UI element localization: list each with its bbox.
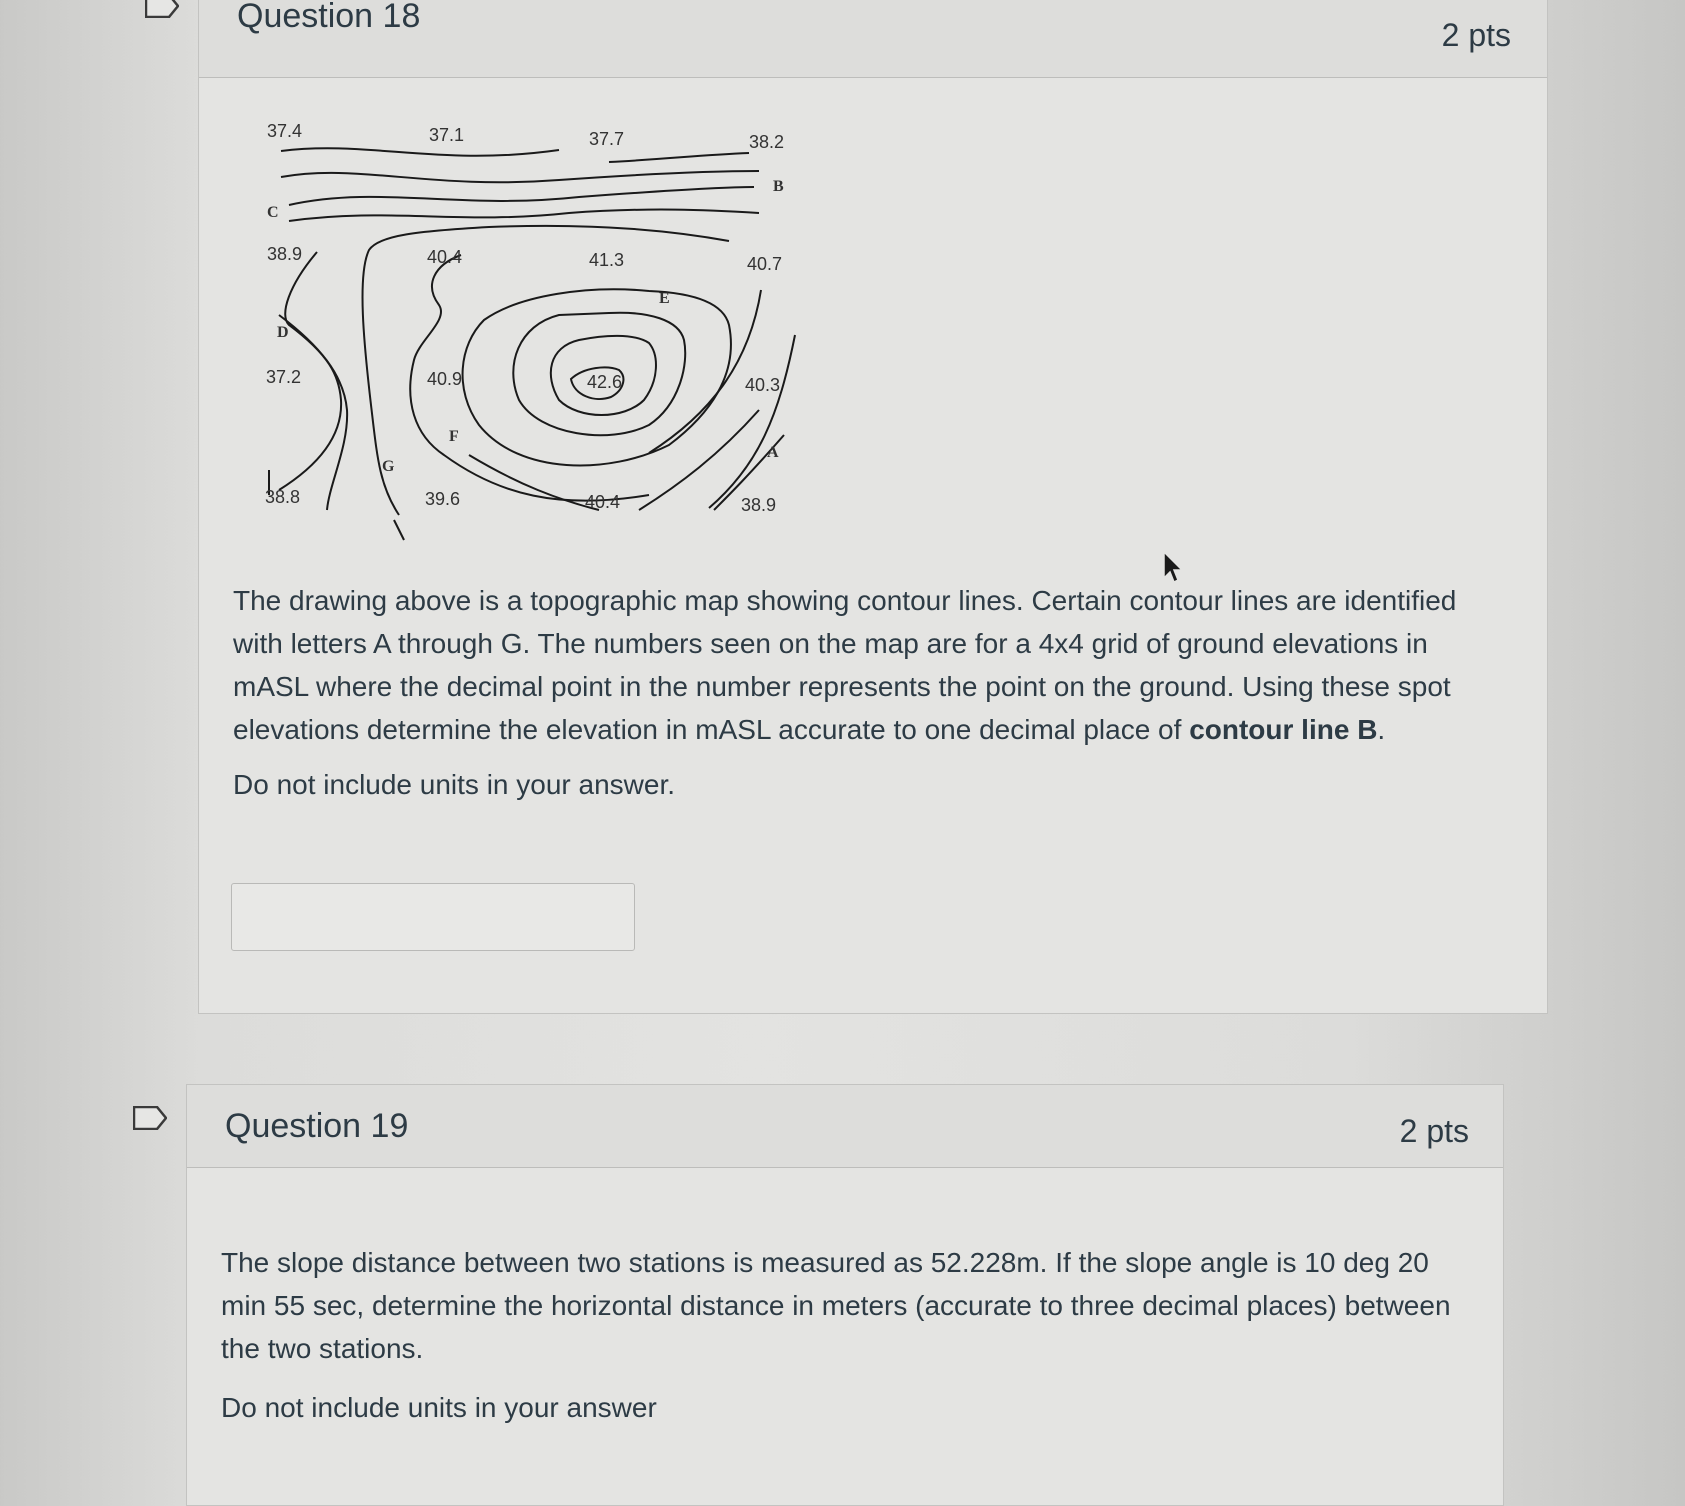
contour-letter-d: D [277, 324, 289, 341]
contour-letter-e: E [659, 290, 670, 307]
question-18-emphasis: contour line B [1189, 714, 1378, 745]
contour-letter-g: G [382, 458, 395, 475]
elevation-label: 40.4 [585, 492, 621, 512]
question-18-flag-icon[interactable] [145, 0, 179, 18]
contour-line-f [469, 455, 599, 510]
contour-letter-f: F [449, 428, 459, 445]
question-18-prompt: The drawing above is a topographic map showing contour lines. Certain contour lines are identified with letters A through G. The numbers seen on the map are for a 4x4 grid of ground elevations in mASL where the decimal point in the number represents the point on the ground. Using these spot elevations determine the elevation in mASL accurate to one decimal place of contour line B. [233, 585, 1457, 745]
elevation-label: 40.7 [747, 254, 783, 274]
question-18-note: Do not include units in your answer. [233, 769, 676, 800]
question-18-title: Question 18 [237, 0, 421, 35]
contour-letter-a: A [767, 444, 779, 461]
elevation-label: 40.3 [745, 375, 781, 395]
elevation-label: 38.8 [265, 487, 301, 507]
question-19-flag-icon[interactable] [133, 1106, 167, 1130]
elevation-label: 37.4 [267, 121, 303, 141]
contour-line [649, 290, 761, 453]
elevation-label: 38.9 [741, 495, 777, 515]
question-19-note: Do not include units in your answer [221, 1392, 657, 1423]
contour-line-g [363, 226, 729, 515]
question-18-header [199, 0, 1547, 78]
question-18-points: 2 pts [1441, 17, 1511, 53]
contour-letter-b: B [773, 178, 784, 195]
elevation-label: 38.9 [267, 244, 303, 264]
elevation-label: 41.3 [589, 250, 625, 270]
question-19-text [221, 1241, 1451, 1429]
elevation-label: 37.1 [429, 125, 465, 145]
elevation-label: 39.6 [425, 489, 461, 509]
question-18-panel [198, 0, 1548, 1014]
mouse-cursor-icon [1162, 550, 1186, 586]
contour-line [281, 148, 559, 156]
contour-line [709, 335, 795, 508]
topographic-map [229, 115, 839, 565]
contour-line [609, 153, 749, 162]
question-19-title: Question 19 [225, 1107, 409, 1145]
contour-line-c [289, 210, 759, 221]
elevation-label: 40.4 [427, 247, 463, 267]
elevation-label: 37.2 [266, 367, 302, 387]
question-19-points: 2 pts [1399, 1113, 1469, 1149]
elevation-label: 42.6 [587, 372, 623, 392]
contour-letter-c: C [267, 204, 279, 221]
contour-line [281, 171, 759, 182]
contour-line [394, 520, 404, 540]
question-19-panel [186, 1084, 1504, 1506]
question-19-header [187, 1085, 1503, 1168]
elevation-label: 40.9 [427, 369, 463, 389]
question-19-prompt: The slope distance between two stations is measured as 52.228m. If the slope angle is 10 deg 20 min 55 sec, determine the horizontal distance in meters (accurate to three decimal places) between the two stations. [221, 1247, 1451, 1364]
contour-line-d [279, 315, 347, 510]
elevation-label: 37.7 [589, 129, 625, 149]
question-18-text [233, 579, 1483, 806]
question-18-answer-input[interactable] [231, 883, 635, 951]
contour-line-b [289, 187, 754, 205]
elevation-label: 38.2 [749, 132, 785, 152]
